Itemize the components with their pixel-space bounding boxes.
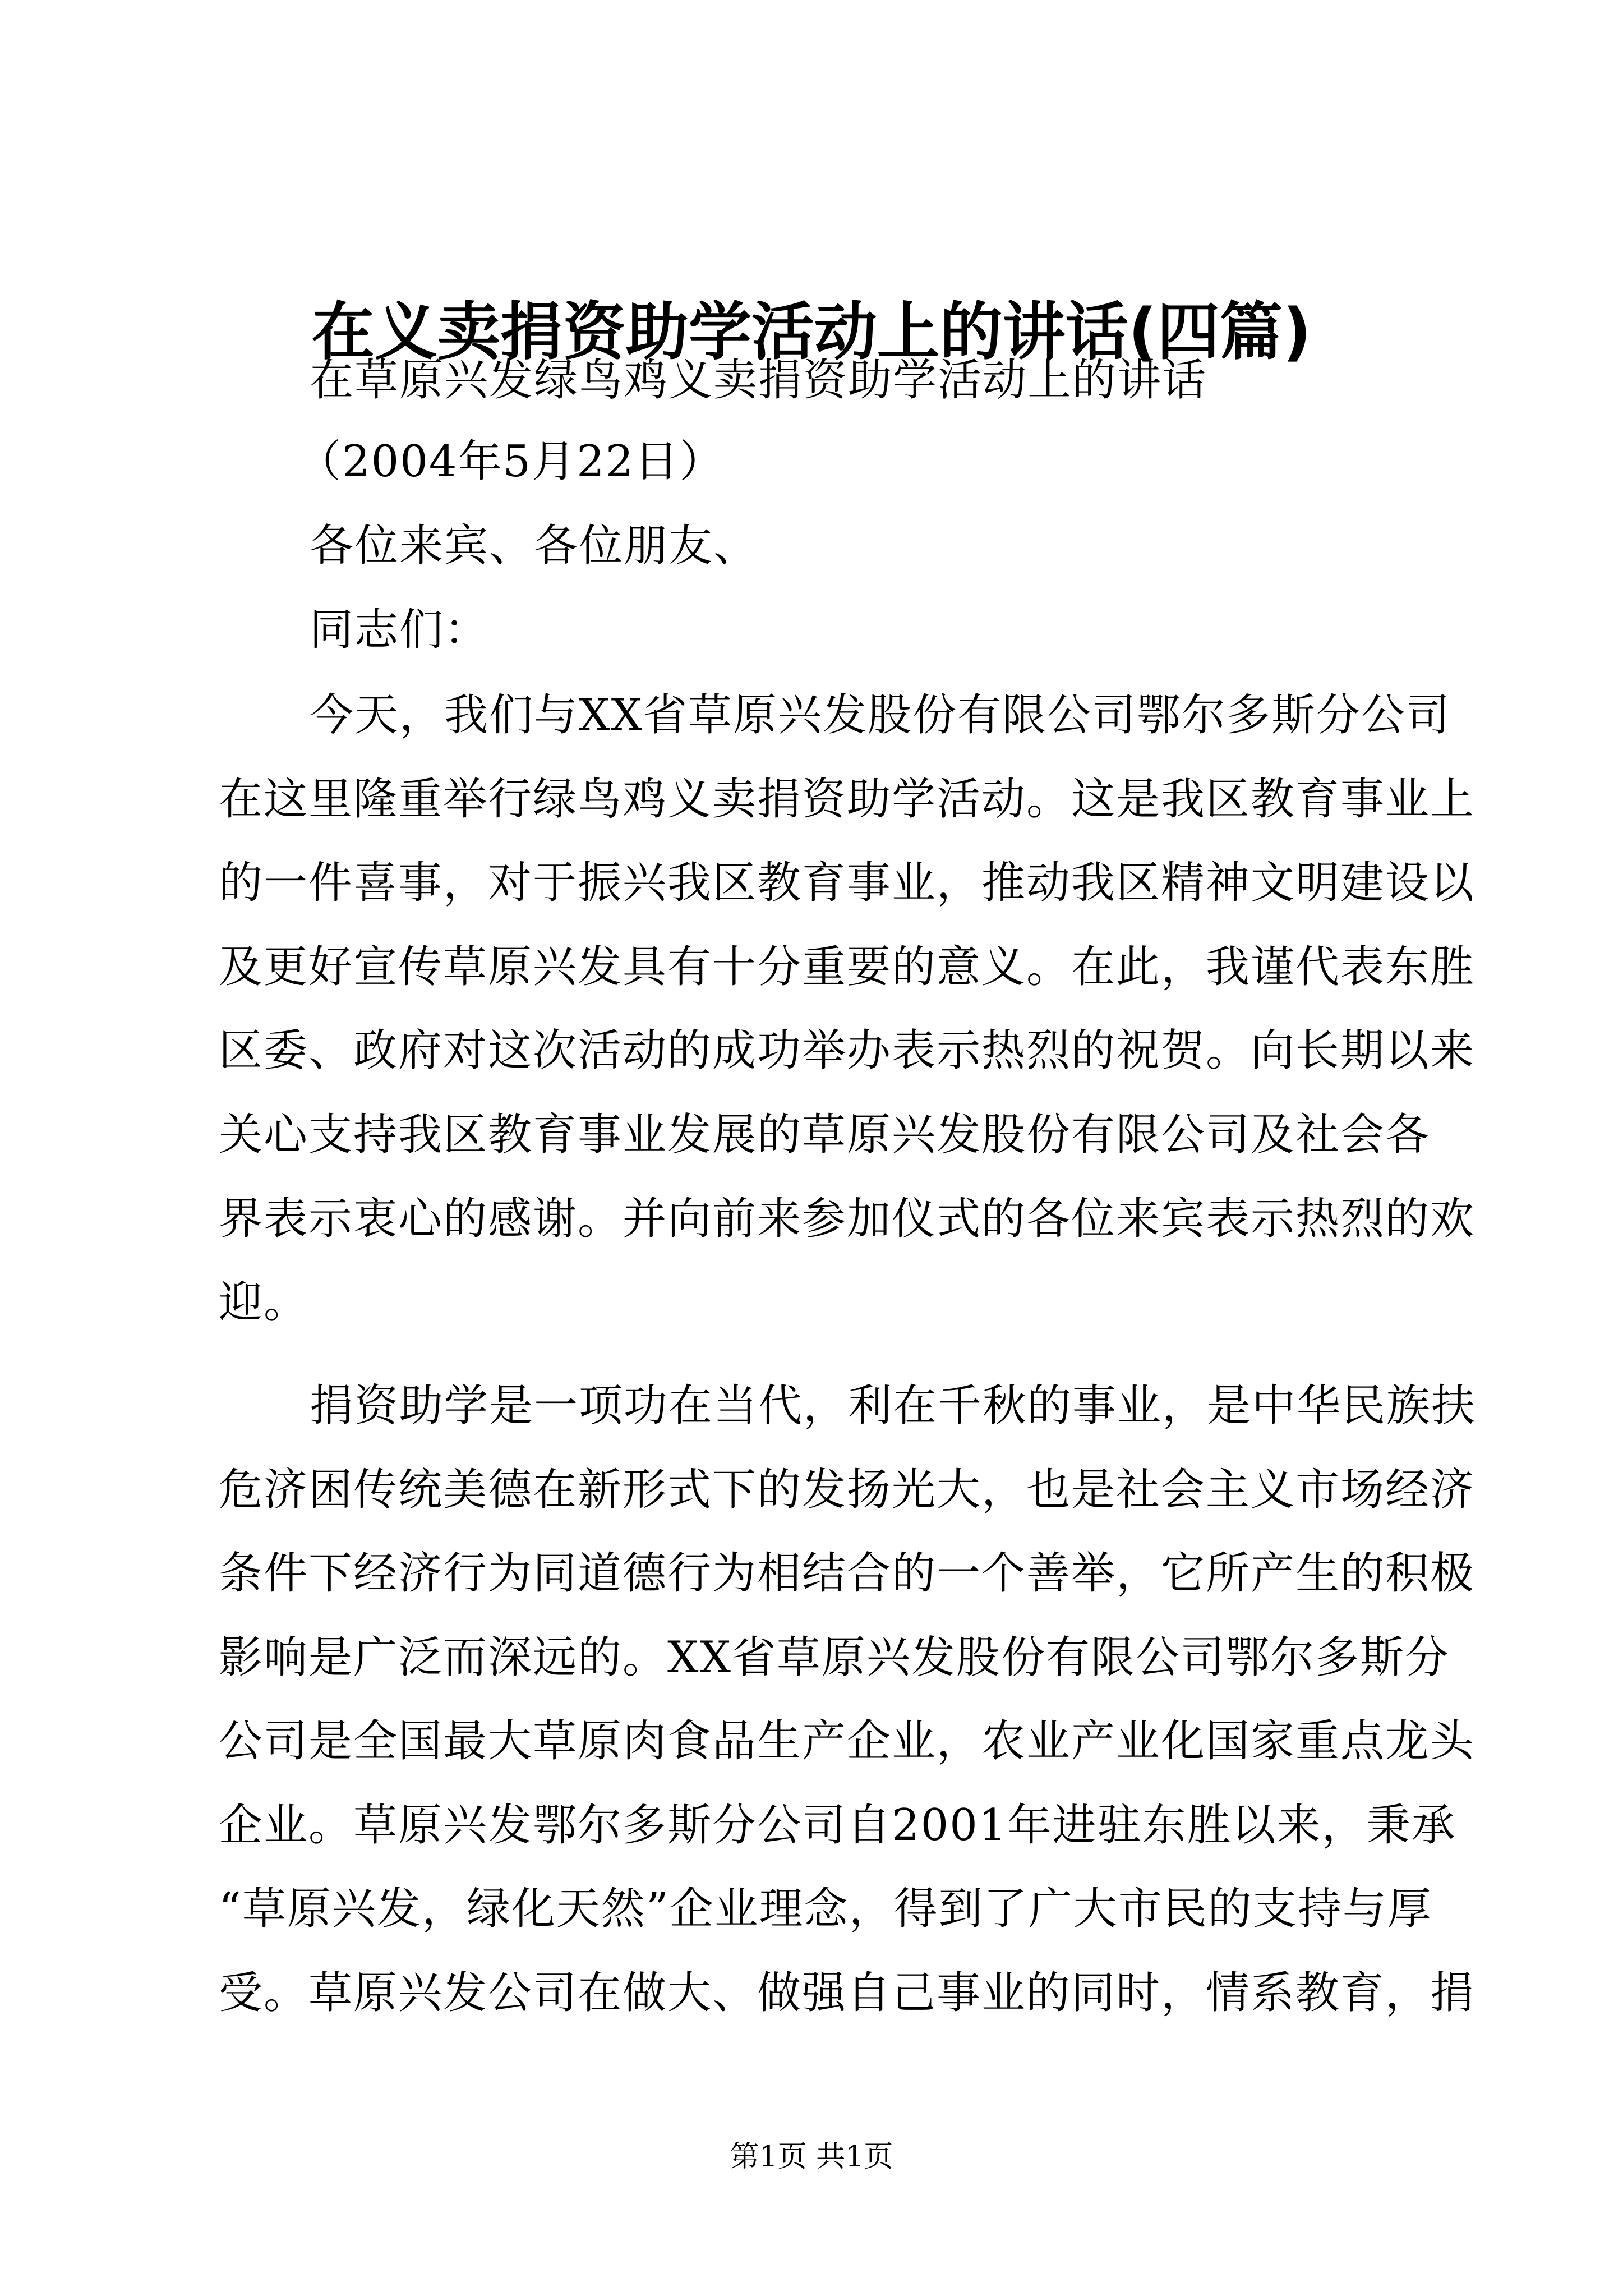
- paragraph-line: 影响是广泛而深远的。XX省草原兴发股份有限公司鄂尔多斯分: [219, 1632, 1450, 1683]
- paragraph-line: 捐资助学是一项功在当代，利在千秋的事业，是中华民族扶: [310, 1381, 1477, 1431]
- page-number-footer: 第1页 共1页: [730, 2140, 893, 2174]
- paragraph-line: 受。草原兴发公司在做大、做强自己事业的同时，情系教育，捐: [219, 1968, 1476, 2018]
- paragraph-line: 区委、政府对这次活动的成功举办表示热烈的祝贺。向长期以来: [219, 1025, 1476, 1076]
- paragraph-line: 关心支持我区教育事业发展的草原兴发股份有限公司及社会各: [219, 1110, 1431, 1160]
- paragraph-line: 今天，我们与XX省草原兴发股份有限公司鄂尔多斯分公司: [310, 690, 1451, 740]
- paragraph-line: 条件下经济行为同道德行为相结合的一个善举，它所产生的积极: [219, 1548, 1476, 1599]
- paragraph-line: 公司是全国最大草原肉食品生产企业，农业产业化国家重点龙头: [219, 1716, 1476, 1766]
- paragraph-line: 及更好宣传草原兴发具有十分重要的意义。在此，我谨代表东胜: [219, 942, 1476, 992]
- paragraph-line: 在这里隆重举行绿鸟鸡义卖捐资助学活动。这是我区教育事业上: [219, 774, 1476, 825]
- paragraph-line: 的一件喜事，对于振兴我区教育事业，推动我区精神文明建设以: [219, 858, 1476, 908]
- paragraph-line: 迎。: [219, 1277, 309, 1328]
- subtitle: 在草原兴发绿鸟鸡义卖捐资助学活动上的讲话: [310, 355, 1207, 406]
- speech-date: （2004年5月22日）: [297, 436, 725, 487]
- paragraph-line: 界表示衷心的感谢。并向前来参加仪式的各位来宾表示热烈的欢: [219, 1194, 1476, 1244]
- paragraph-line: 危济困传统美德在新形式下的发扬光大，也是社会主义市场经济: [219, 1465, 1476, 1515]
- greeting-line-1: 各位来宾、各位朋友、: [310, 521, 759, 571]
- paragraph-line: “草原兴发，绿化天然”企业理念，得到了广大市民的支持与厚: [219, 1884, 1432, 1934]
- document-title: 在义卖捐资助学活动上的讲话(四篇): [311, 296, 1312, 369]
- greeting-line-2: 同志们：: [310, 605, 490, 655]
- paragraph-line: 企业。草原兴发鄂尔多斯分公司自2001年进驻东胜以来，秉承: [219, 1800, 1456, 1851]
